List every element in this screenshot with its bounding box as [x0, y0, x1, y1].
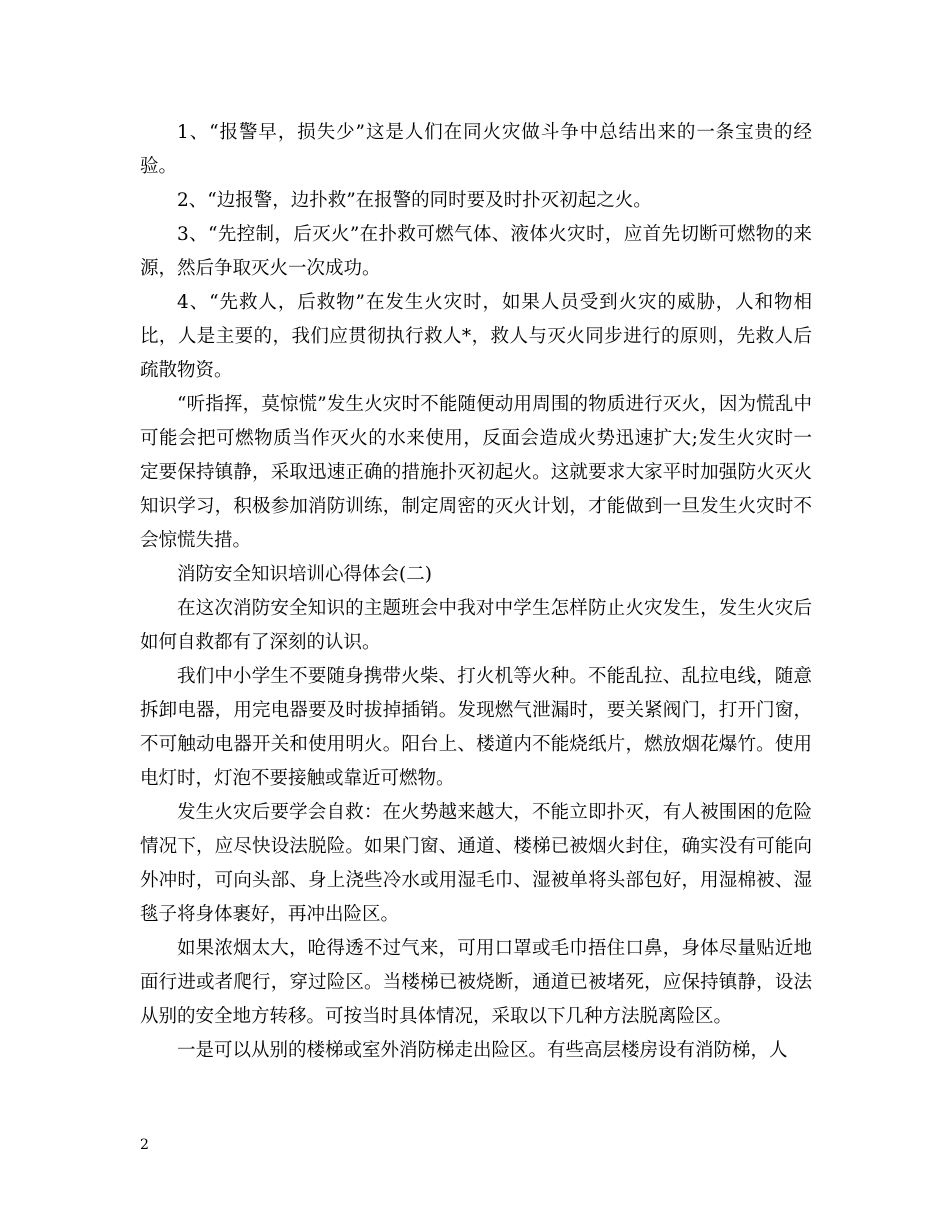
page-number: 2 [140, 1137, 149, 1153]
paragraph-class-meeting: 在这次消防安全知识的主题班会中我对中学生怎样防止火灾发生，发生火灾后如何自救都有了深刻的认识。 [140, 598, 812, 653]
section-heading: 消防安全知识培训心得体会(二) [177, 564, 432, 585]
paragraph-thick-smoke: 如果浓烟太大，呛得透不过气来，可用口罩或毛巾捂住口鼻，身体尽量贴近地面行进或者爬行，穿过险区。当楼梯已被烧断，通道已被堵死，应保持镇静，设法从别的安全地方转移。可按当时具体情况，采取以下几种方法脱离险区。 [140, 938, 812, 1027]
paragraph-control-first: 3、“先控制，后灭火”在扑救可燃气体、液体火灾时，应首先切断可燃物的来源，然后争取灭火一次成功。 [140, 224, 812, 279]
paragraph-student-rules: 我们中小学生不要随身携带火柴、打火机等火种。不能乱拉、乱拉电线，随意拆卸电器，用完电器要及时拔掉插销。发现燃气泄漏时，要关紧阀门，打开门窗，不可触动电器开关和使用明火。阳台上、楼道内不能烧纸片，燃放烟花爆竹。使用电灯时，灯泡不要接触或靠近可燃物。 [140, 666, 812, 789]
paragraph-alarm-early: 1、“报警早，损失少”这是人们在同火灾做斗争中总结出来的一条宝贵的经验。 [140, 122, 812, 177]
paragraph-save-people-first: 4、“先救人，后救物”在发生火灾时，如果人员受到火灾的威胁，人和物相比，人是主要的，我们应贯彻执行救人*，救人与灭火同步进行的原则，先救人后疏散物资。 [140, 292, 812, 381]
paragraph-listen-to-command: “听指挥，莫惊慌”发生火灾时不能随便动用周围的物质进行灭火，因为慌乱中可能会把可燃物质当作灭火的水来使用，反面会造成火势迅速扩大;发生火灾时一定要保持镇静，采取迅速正确的措施扑灭初起火。这就要求大家平时加强防火灭火知识学习，积极参加消防训练，制定周密的灭火计划，才能做到一旦发生火灾时不会惊慌失措。 [140, 394, 812, 551]
paragraph-escape-stairs: 一是可以从别的楼梯或室外消防梯走出险区。有些高层楼房设有消防梯，人 [177, 1040, 788, 1061]
paragraph-alarm-and-fight: 2、“边报警，边扑救”在报警的同时要及时扑灭初起之火。 [177, 190, 652, 211]
document-body [140, 116, 812, 1068]
paragraph-self-rescue: 发生火灾后要学会自救：在火势越来越大，不能立即扑灭，有人被围困的危险情况下，应尽快设法脱险。如果门窗、通道、楼梯已被烟火封住，确实没有可能向外冲时，可向头部、身上浇些冷水或用湿毛巾、湿被单将头部包好，用湿棉被、湿毯子将身体裹好，再冲出险区。 [140, 802, 812, 925]
